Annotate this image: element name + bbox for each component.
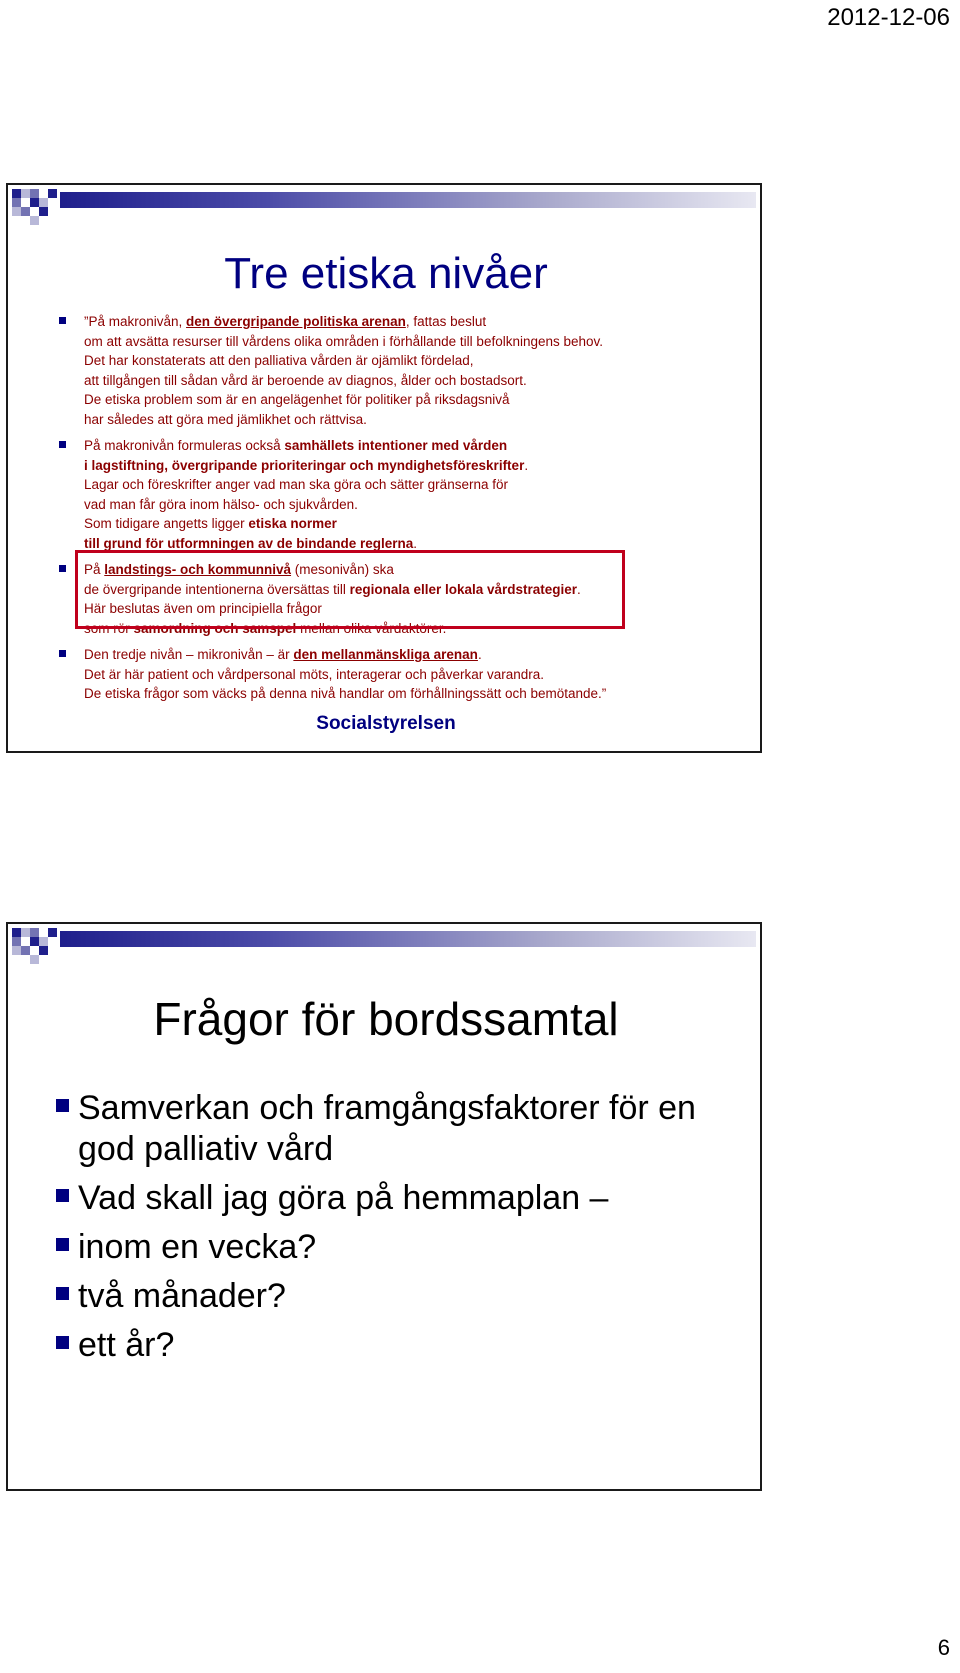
bullet-line: god palliativ vård bbox=[78, 1130, 334, 1168]
text-run: om att avsätta resurser till vårdens olika områden i förhållande till befolkningens behov. bbox=[84, 333, 604, 349]
text-run: . bbox=[524, 457, 529, 473]
text-run: Det är här patient och vårdpersonal möts, interagerar och påverkar varandra. bbox=[84, 666, 544, 682]
bullet-line bbox=[84, 514, 758, 534]
deco-square bbox=[30, 928, 39, 937]
deco-square bbox=[30, 955, 39, 964]
bullet-line bbox=[84, 351, 758, 371]
text-run: som rör bbox=[84, 620, 134, 636]
bullet-line bbox=[84, 371, 758, 391]
square-bullet-icon bbox=[56, 1287, 69, 1300]
deco-square bbox=[30, 189, 39, 198]
bullet-item bbox=[52, 1227, 752, 1268]
bullet-line bbox=[84, 684, 758, 704]
emphasis-bold: etiska normer bbox=[248, 516, 337, 531]
deco-square bbox=[48, 928, 57, 937]
text-run: Som tidigare angetts ligger bbox=[84, 516, 249, 531]
bullet-line: två månader? bbox=[78, 1277, 286, 1315]
deco-square bbox=[12, 198, 21, 207]
gradient-band bbox=[60, 192, 756, 208]
emphasis-bold: regionala eller lokala vårdstrategier bbox=[349, 581, 578, 597]
text-run: att tillgången till sådan vård är beroende av diagnos, ålder och bostadsort. bbox=[84, 372, 527, 388]
slide-fragor-for-bordssamtal bbox=[6, 922, 762, 1491]
deco-square bbox=[30, 216, 39, 225]
text-run: På bbox=[84, 562, 105, 577]
text-run: På makronivån formuleras också bbox=[84, 438, 285, 453]
square-bullet-icon bbox=[59, 650, 66, 657]
bullet-line: inom en vecka? bbox=[78, 1228, 317, 1266]
emphasis-underlined: den mellanmänskliga arenan bbox=[293, 647, 478, 662]
deco-square bbox=[21, 189, 30, 198]
text-run: De etiska problem som är en angelägenhet för politiker på riksdagsnivå bbox=[84, 392, 510, 407]
square-bullet-icon bbox=[56, 1238, 69, 1251]
deco-square bbox=[21, 207, 30, 216]
text-run: vad man får göra inom hälso- och sjukvården. bbox=[84, 496, 358, 512]
bullet-line: ett år? bbox=[78, 1326, 175, 1364]
bullet-line bbox=[84, 665, 758, 685]
checker-gradient-decoration bbox=[8, 924, 762, 974]
deco-square bbox=[48, 189, 57, 198]
bullet-line: Samverkan och framgångsfaktorer för en bbox=[78, 1089, 696, 1127]
bullet-item bbox=[52, 1325, 752, 1366]
emphasis-bold: samordning och samspel bbox=[133, 620, 297, 636]
gradient-band bbox=[60, 931, 756, 947]
text-run: , fattas beslut bbox=[405, 314, 487, 329]
bullet-line bbox=[84, 312, 758, 332]
bullet-item bbox=[52, 1276, 752, 1317]
slide-title: Frågor för bordssamtal bbox=[153, 993, 619, 1045]
bullet-line: Vad skall jag göra på hemmaplan – bbox=[78, 1179, 609, 1217]
square-bullet-icon bbox=[56, 1189, 69, 1202]
square-bullet-icon bbox=[59, 565, 66, 572]
text-run: Den tredje nivån – mikronivån – är bbox=[84, 647, 294, 662]
bullet-list bbox=[58, 312, 758, 711]
emphasis-bold: till grund för utformningen av de bindande reglerna bbox=[84, 535, 414, 551]
bullet-item bbox=[58, 645, 758, 704]
deco-square bbox=[12, 928, 21, 937]
text-run: mellan olika vårdaktörer. bbox=[296, 620, 447, 636]
slide-title: Tre etiska nivåer bbox=[224, 249, 548, 298]
bullet-line bbox=[84, 410, 758, 430]
deco-square bbox=[12, 189, 21, 198]
deco-square bbox=[39, 207, 48, 216]
checker-gradient-decoration bbox=[8, 185, 762, 235]
deco-square bbox=[39, 198, 48, 207]
slide-tre-etiska-nivaer bbox=[6, 183, 762, 753]
square-bullet-icon bbox=[56, 1336, 69, 1349]
bullet-line bbox=[84, 390, 758, 410]
deco-square bbox=[30, 937, 39, 946]
text-run: har således att göra med jämlikhet och rättvisa. bbox=[84, 411, 367, 427]
page-number: 6 bbox=[937, 1635, 950, 1660]
emphasis-bold: samhällets intentioner med vården bbox=[284, 438, 508, 453]
bullet-item bbox=[52, 1178, 752, 1219]
text-run: ”På makronivån, bbox=[84, 314, 187, 329]
square-bullet-icon bbox=[59, 441, 66, 448]
emphasis-underlined: landstings- och kommunnivå bbox=[104, 562, 292, 577]
deco-square bbox=[12, 946, 21, 955]
deco-square bbox=[39, 946, 48, 955]
emphasis-bold: i lagstiftning, övergripande prioriteringar och myndighetsföreskrifter bbox=[84, 457, 525, 473]
emphasis-underlined: den övergripande politiska arenan bbox=[186, 314, 406, 329]
deco-square bbox=[12, 937, 21, 946]
deco-square bbox=[39, 937, 48, 946]
bullet-line bbox=[84, 475, 758, 495]
text-run: . bbox=[413, 535, 418, 551]
bullet-line bbox=[84, 436, 758, 456]
text-run: . bbox=[577, 581, 581, 597]
square-bullet-icon bbox=[56, 1099, 69, 1112]
bullet-list bbox=[52, 1088, 752, 1374]
text-run: . bbox=[477, 647, 482, 662]
bullet-item bbox=[58, 436, 758, 553]
text-run: (mesonivån) ska bbox=[291, 562, 394, 577]
bullet-item bbox=[52, 1088, 752, 1170]
text-run: Det har konstaterats att den palliativa vården är ojämlikt fördelad, bbox=[84, 353, 474, 368]
text-run: de övergripande intentionerna översättas till bbox=[84, 581, 350, 597]
square-bullet-icon bbox=[59, 317, 66, 324]
deco-square bbox=[21, 946, 30, 955]
text-run: Lagar och föreskrifter anger vad man ska göra och sätter gränserna för bbox=[84, 477, 508, 492]
highlight-box bbox=[75, 550, 625, 629]
bullet-line bbox=[84, 645, 758, 665]
bullet-line bbox=[84, 332, 758, 352]
slide-footer: Socialstyrelsen bbox=[316, 713, 456, 734]
bullet-line bbox=[84, 456, 758, 476]
deco-square bbox=[21, 928, 30, 937]
deco-square bbox=[30, 198, 39, 207]
text-run: Här beslutas även om principiella frågor bbox=[84, 601, 322, 616]
deco-square bbox=[12, 207, 21, 216]
page-date: 2012-12-06 bbox=[827, 4, 950, 31]
bullet-item bbox=[58, 312, 758, 429]
bullet-line bbox=[84, 495, 758, 515]
text-run: De etiska frågor som väcks på denna nivå handlar om förhållningssätt och bemötande.” bbox=[84, 686, 607, 701]
